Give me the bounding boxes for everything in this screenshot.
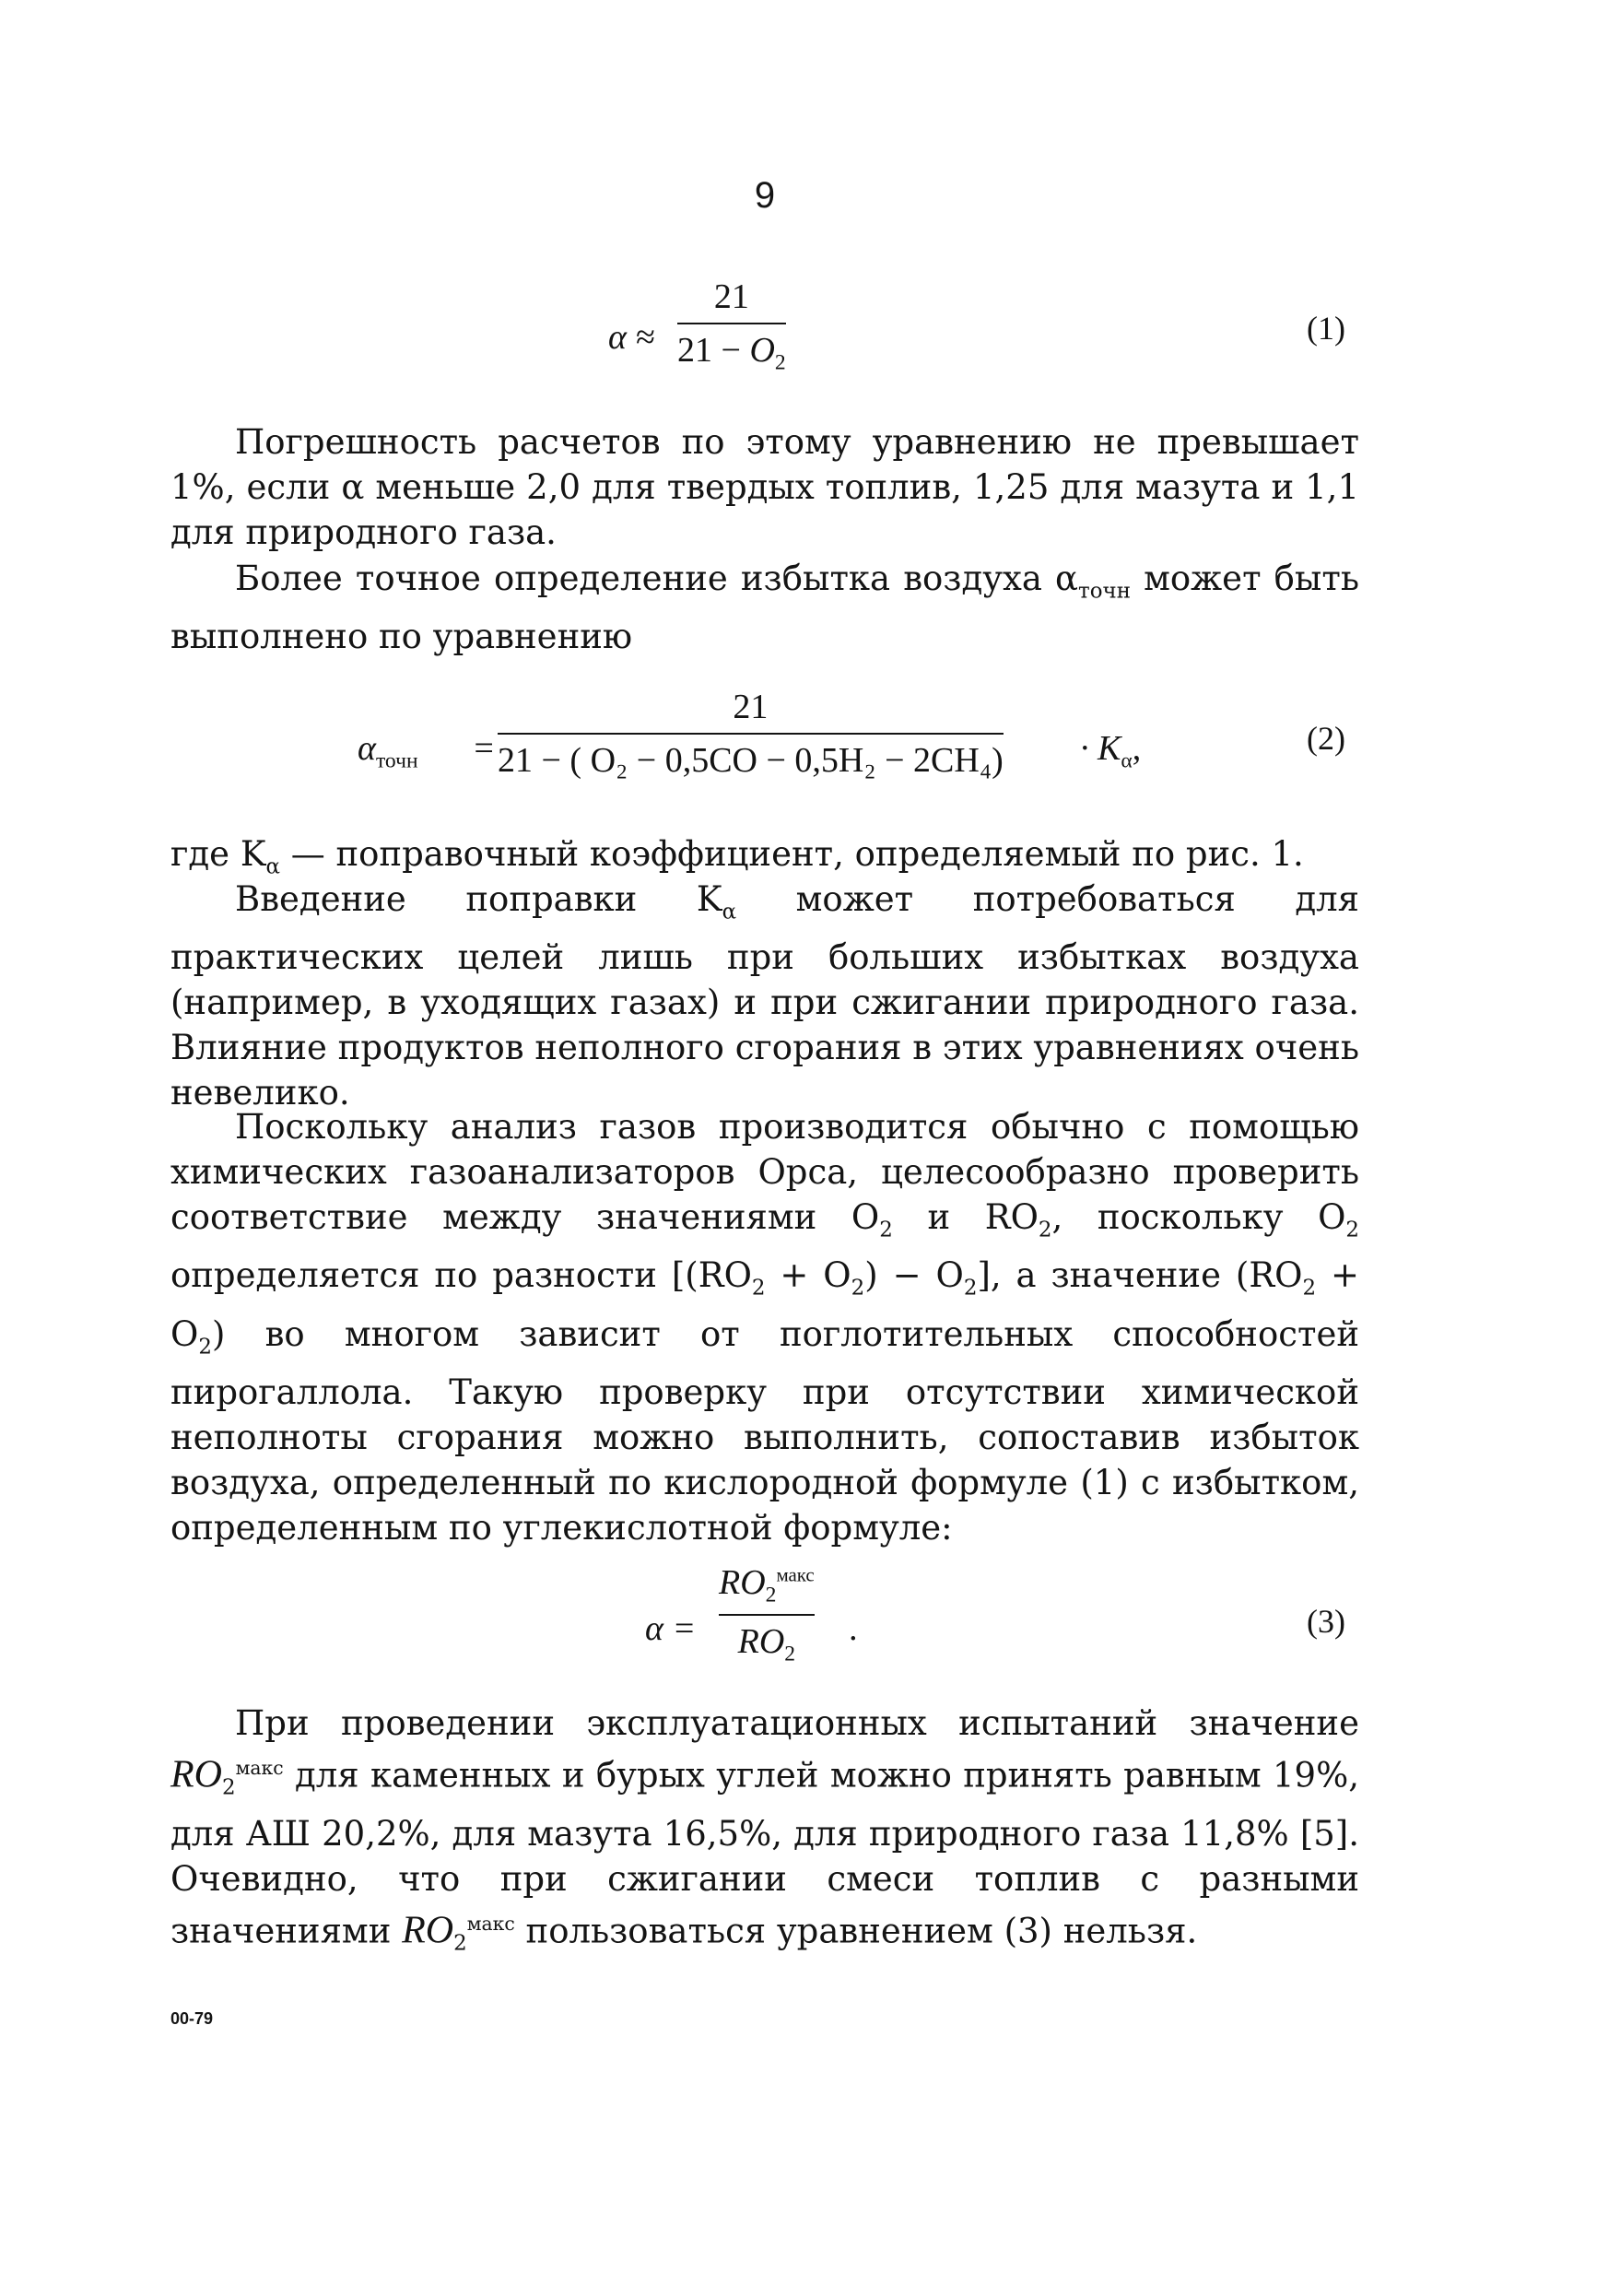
equation-1-denominator: $21 - O_2$ xyxy=(677,323,786,376)
paragraph-correction: Введение поправки $K_\alpha$ может потребоваться для практических целей лишь при больших избытках воздуха (например, в уходящих газах) и при сжигании природного газа. Влияние продуктов неполного сгорания в этих уравнениях очень невелико. xyxy=(170,879,1360,1113)
equation-3-denominator: $RO_2$ xyxy=(719,1614,815,1667)
paragraph-gas-analysis: Поскольку анализ газов производится обычно с помощью химических газоанализаторов Орса, целесообразно проверить соответствие между значениями $O_2$ и $RO_2$, поскольку $O_2$ определяется по разности $[(RO_2 + O_2) - O_2]$, а значение $(RO_2 + O_2)$ во многом зависит от поглотительных способностей пирогаллола. Такую проверку при отсутствии химической неполноты сгорания можно выполнить, сопоставив избыток воздуха, определенный по кислородной формуле (1) с избытком, определенным по углекислотной формуле: xyxy=(170,1107,1360,1548)
equation-2-denominator: 21 − ( O₂ − 0,5CO − 0,5H₂ − 2CH₄) xyxy=(498,733,1004,781)
equation-3-dot: . xyxy=(850,1609,859,1648)
equation-3-lhs: α = xyxy=(645,1609,697,1648)
equation-2-lhs: $\alpha_{точн}$ xyxy=(358,729,418,773)
equation-3-fraction xyxy=(719,1562,815,1666)
equation-2-fraction xyxy=(498,687,1004,781)
equation-3-numerator: $RO_2^{макс}$ xyxy=(719,1563,815,1607)
paragraph-accuracy: Погрешность расчетов по этому уравнению не превышает 1%, если α меньше 2,0 для твердых топлив, 1,25 для мазута и 1,1 для природного газа. xyxy=(170,422,1359,552)
equation-1-lhs: α ≈ xyxy=(608,318,655,357)
equation-1-fraction xyxy=(677,277,786,376)
equation-2-number: (2) xyxy=(1307,720,1345,757)
equation-2-factor: · $K_\alpha$, xyxy=(1080,729,1142,773)
paragraph-where: где $K_\alpha$ — поправочный коэффициент, определяемый по рис. 1. xyxy=(170,834,1304,879)
equation-3-number: (3) xyxy=(1307,1603,1345,1640)
equation-1-numerator: 21 xyxy=(713,277,749,316)
equation-1-number: (1) xyxy=(1307,310,1345,347)
footer-code: 00-79 xyxy=(170,2009,214,2028)
paragraph-precise-definition: Более точное определение избытка воздуха $\alpha_{точн}$ может быть выполнено по уравнению xyxy=(170,559,1359,657)
page-number: 9 xyxy=(754,175,776,216)
paragraph-operational-tests: При проведении эксплуатационных испытаний значение $RO_2^{макс}$ для каменных и бурых углей можно принять равным 19%, для АШ 20,2%, для мазута 16,5%, для природного газа 11,8% [5]. Очевидно, что при сжигании смеси топлив с разными значениями $RO_2^{макс}$ пользоваться уравнением (3) нельзя. xyxy=(170,1703,1359,1956)
equation-2-equals: = xyxy=(472,729,496,768)
equation-2-numerator: 21 xyxy=(733,688,769,726)
